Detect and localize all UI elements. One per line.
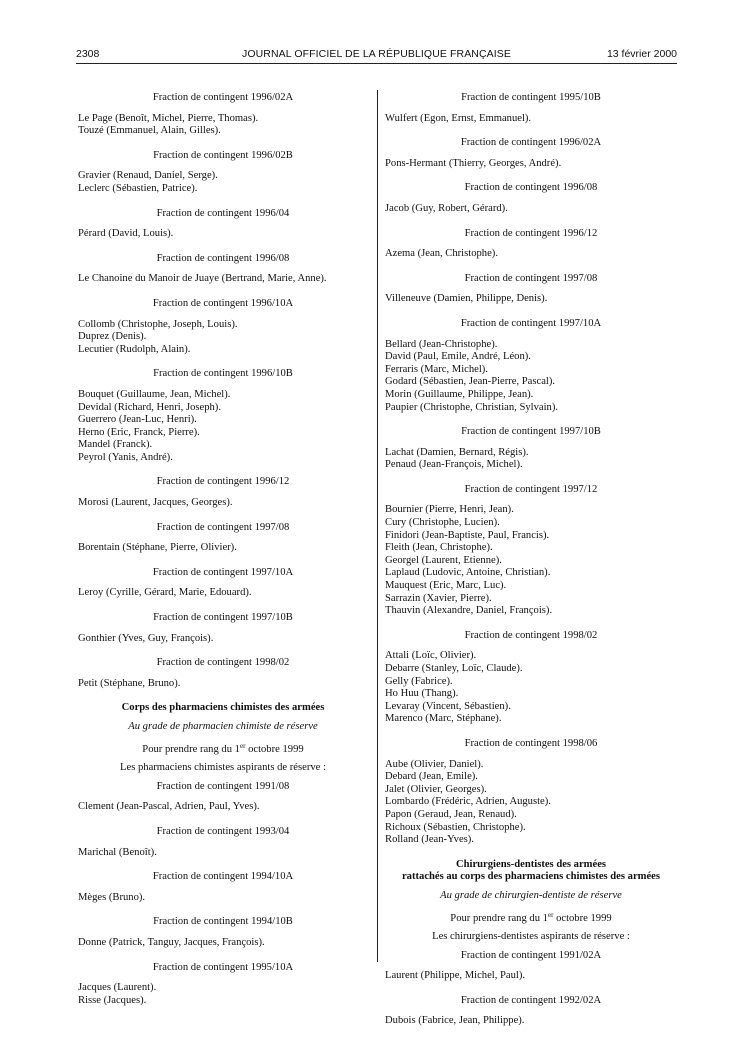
contingent-block [78,567,368,612]
block-spacer [78,1007,368,1019]
name-list [78,892,368,905]
contingent-block [385,92,677,137]
contingent-block [385,484,677,630]
name-list [385,203,677,216]
name-list [385,113,677,126]
person-name: Ferraris (Marc, Michel). [385,363,488,375]
contingent-block [78,298,368,368]
block-spacer [385,261,677,273]
person-name: Cury (Christophe, Lucien). [385,517,500,529]
block-spacer [385,472,677,484]
page-header [76,48,677,64]
person-name: Villeneuve (Damien, Philippe, Denis). [385,293,548,305]
person-name: Bellard (Jean-Christophe). [385,338,498,350]
contingent-block [78,253,368,298]
person-name: Lachat (Damien, Bernard, Régis). [385,446,529,458]
person-name: Rolland (Jean-Yves). [385,834,474,846]
person-name: Jacques (Laurent). [78,982,157,994]
name-list [385,504,677,617]
contingent-heading: Fraction de contingent 1992/02A [460,994,602,1006]
contingent-block [385,137,677,182]
person-name: Pérard (David, Louis). [78,228,174,240]
block-spacer [78,510,368,522]
person-name: Donne (Patrick, Tanguy, Jacques, François). [78,936,265,948]
contingent-block [78,208,368,253]
name-list [78,389,368,465]
block-spacer [78,859,368,871]
left-column [78,92,368,1019]
person-name: Mauquest (Eric, Marc, Luc). [385,580,507,592]
journal-title: JOURNAL OFFICIEL DE LA RÉPUBLIQUE FRANÇAISE [242,48,511,60]
contingent-heading: Fraction de contingent 1995/10B [461,92,601,103]
person-name: Georgel (Laurent, Etienne). [385,554,502,566]
section-title: Corps des pharmaciens chimistes des armées [121,702,325,714]
block-spacer [78,690,368,702]
contingent-heading: Fraction de contingent 1996/02B [153,149,293,161]
person-name: Papon (Geraud, Jean, Renaud). [385,808,517,820]
block-spacer [78,356,368,368]
contingent-block [78,657,368,702]
name-list [385,759,677,847]
person-name: Lecutier (Rudolph, Alain). [78,343,191,355]
column-divider [377,90,378,962]
person-name: Leroy (Cyrille, Gérard, Marie, Edouard). [78,587,252,599]
name-list [385,1015,677,1028]
contingent-heading: Fraction de contingent 1996/12 [464,227,598,239]
person-name: David (Paul, Emile, André, Léon). [385,351,531,363]
block-spacer [385,216,677,228]
section-grade: Au grade de pharmacien chimiste de réserve [128,721,318,732]
rang-superscript: er [239,741,246,750]
contingent-heading: Fraction de contingent 1998/02 [464,629,598,641]
block-spacer [78,196,368,208]
contingent-heading: Fraction de contingent 1997/08 [464,272,598,284]
person-name: Jalet (Olivier, Georges). [385,783,487,795]
contingent-heading: Fraction de contingent 1991/08 [156,780,290,792]
person-name: Godard (Sébastien, Jean-Pierre, Pascal). [385,376,556,388]
person-name: Guerrero (Jean-Luc, Henri). [78,414,197,426]
page-number: 2308 [76,48,100,60]
contingent-heading: Fraction de contingent 1994/10A [152,871,294,883]
name-list [78,587,368,600]
person-name: Lombardo (Frédéric, Adrien, Auguste). [385,796,551,808]
block-spacer [385,125,677,137]
contingent-block [78,150,368,208]
block-spacer [385,306,677,318]
section-dentistes [385,859,677,944]
issue-date: 13 février 2000 [606,48,677,60]
person-name: Borentain (Stéphane, Pierre, Olivier). [78,542,237,554]
name-list [78,542,368,555]
contingent-block [385,273,677,318]
name-list [78,113,368,138]
contingent-heading: Fraction de contingent 1993/04 [156,825,290,837]
person-name: Peyrol (Yanis, André). [78,451,173,463]
person-name: Fleith (Jean, Christophe). [385,542,493,554]
rang-superscript: er [547,910,554,919]
block-spacer [78,814,368,826]
contingent-heading: Fraction de contingent 1996/08 [156,252,290,264]
contingent-block [78,92,368,150]
person-name: Devidal (Richard, Henri, Joseph). [78,401,221,413]
contingent-heading: Fraction de contingent 1996/10B [153,368,293,380]
contingent-block [78,368,368,476]
rang-prefix: Pour prendre rang du 1 [450,912,548,924]
contingent-block [78,916,368,961]
person-name: Gelly (Fabrice). [385,675,453,687]
person-name: Paupier (Christophe, Christian, Sylvain). [385,401,559,413]
contingent-block [385,182,677,227]
contingent-block [78,962,368,1020]
contingent-heading: Fraction de contingent 1998/06 [464,737,598,749]
person-name: Debarre (Stanley, Loïc, Claude). [385,663,523,674]
name-list [385,158,677,171]
block-spacer [385,414,677,426]
contingent-block [78,781,368,826]
left-contingent-list [78,92,368,702]
contingent-heading: Fraction de contingent 1995/10A [152,961,294,973]
name-list [78,847,368,860]
block-spacer [385,618,677,630]
contingent-heading: Fraction de contingent 1996/02A [152,92,294,103]
contingent-heading: Fraction de contingent 1997/10B [461,426,601,438]
block-spacer [78,138,368,150]
contingent-heading: Fraction de contingent 1997/10A [460,317,602,329]
contingent-heading: Fraction de contingent 1997/10B [153,612,293,624]
section-rang [78,740,368,757]
person-name: Morin (Guillaume, Philippe, Jean). [385,388,534,400]
person-name: Bournier (Pierre, Henri, Jean). [385,504,514,516]
person-name: Gravier (Renaud, Daniel, Serge). [78,170,218,182]
contingent-heading: Fraction de contingent 1996/10A [152,297,294,309]
block-spacer [78,645,368,657]
block-spacer [78,950,368,962]
section-aspirants: Les pharmaciens chimistes aspirants de réserve : [120,762,326,774]
person-name: Thauvin (Alexandre, Daniel, François). [385,605,553,617]
contingent-block [78,612,368,657]
person-name: Levaray (Vincent, Sébastien). [385,700,511,712]
person-name: Bouquet (Guillaume, Jean, Michel). [78,388,231,400]
section-aspirants: Les chirurgiens-dentistes aspirants de réserve : [432,931,630,943]
name-list [78,801,368,814]
contingent-heading: Fraction de contingent 1996/02A [460,137,602,149]
contingent-block [78,871,368,916]
block-spacer [78,904,368,916]
name-list [385,447,677,472]
contingent-heading: Fraction de contingent 1997/08 [156,521,290,533]
name-list [385,339,677,415]
name-list [78,633,368,646]
person-name: Jacob (Guy, Robert, Gérard). [385,202,508,214]
person-name: Mandel (Franck). [78,439,153,451]
person-name: Laurent (Philippe, Michel, Paul). [385,970,526,982]
contingent-heading: Fraction de contingent 1997/12 [464,483,598,495]
contingent-heading: Fraction de contingent 1996/12 [156,476,290,488]
person-name: Azema (Jean, Christophe). [385,248,498,260]
person-name: Clement (Jean-Pascal, Adrien, Paul, Yves). [78,801,260,813]
person-name: Mèges (Bruno). [78,891,146,903]
name-list [78,678,368,691]
name-list [385,248,677,261]
block-spacer [78,241,368,253]
person-name: Laplaud (Ludovic, Antoine, Christian). [385,567,551,579]
person-name: Herno (Eric, Franck, Pierre). [78,426,200,438]
contingent-block [78,476,368,521]
contingent-block [385,630,677,738]
header-rule [76,63,677,64]
person-name: Gonthier (Yves, Guy, François). [78,632,214,644]
block-spacer [385,983,677,995]
contingent-block [78,826,368,871]
left-contingent-list-2 [78,781,368,1020]
person-name: Attali (Loïc, Olivier). [385,650,477,662]
block-spacer [78,600,368,612]
name-list [385,970,677,983]
rang-suffix: octobre 1999 [553,912,612,924]
person-name: Wulfert (Egon, Ernst, Emmanuel). [385,112,532,124]
person-name: Morosi (Laurent, Jacques, Georges). [78,497,233,509]
contingent-block [385,318,677,426]
person-name: Petit (Stéphane, Bruno). [78,677,181,689]
contingent-block [78,522,368,567]
contingent-heading: Fraction de contingent 1996/04 [156,207,290,219]
block-spacer [385,847,677,859]
contingent-block [385,950,677,995]
contingent-block [385,995,677,1040]
name-list [78,228,368,241]
person-name: Debard (Jean, Emile). [385,771,478,783]
person-name: Collomb (Christophe, Joseph, Louis). [78,318,238,330]
person-name: Ho Huu (Thang). [385,688,459,700]
rang-suffix: octobre 1999 [245,743,304,755]
name-list [385,293,677,306]
person-name: Marenco (Marc, Stéphane). [385,713,502,725]
contingent-block [385,228,677,273]
name-list [78,170,368,195]
contingent-heading: Fraction de contingent 1997/10A [152,566,294,578]
name-list [78,497,368,510]
contingent-heading: Fraction de contingent 1996/08 [464,182,598,194]
person-name: Leclerc (Sébastien, Patrice). [78,182,198,194]
right-contingent-list [385,92,677,859]
name-list [78,937,368,950]
block-spacer [385,1028,677,1040]
name-list [385,650,677,726]
block-spacer [385,726,677,738]
person-name: Le Chanoine du Manoir de Juaye (Bertrand, Marie, Anne). [78,273,327,285]
person-name: Duprez (Denis). [78,331,147,343]
person-name: Pons-Hermant (Thierry, Georges, André). [385,157,562,169]
block-spacer [78,286,368,298]
contingent-block [385,738,677,859]
section-title: Chirurgiens-dentistes des armées [455,858,607,870]
person-name: Finidori (Jean-Baptiste, Paul, Francis). [385,529,550,541]
block-spacer [78,555,368,567]
name-list [78,982,368,1007]
person-name: Penaud (Jean-François, Michel). [385,459,523,471]
section-rang [385,909,677,926]
person-name: Marichal (Benoît). [78,846,157,858]
name-list [78,273,368,286]
section-subtitle: rattachés au corps des pharmaciens chimistes des armées [401,871,661,883]
person-name: Touzé (Emmanuel, Alain, Gilles). [78,125,221,137]
contingent-heading: Fraction de contingent 1991/02A [460,949,602,961]
person-name: Sarrazin (Xavier, Pierre). [385,592,492,604]
right-contingent-list-2 [385,950,677,1040]
person-name: Dubois (Fabrice, Jean, Philippe). [385,1015,525,1027]
section-pharmaciens [78,702,368,774]
contingent-block [385,426,677,484]
block-spacer [78,464,368,476]
person-name: Richoux (Sébastien, Christophe). [385,821,526,833]
contingent-heading: Fraction de contingent 1994/10B [153,916,293,928]
name-list [78,319,368,357]
person-name: Risse (Jacques). [78,994,147,1006]
contingent-heading: Fraction de contingent 1998/02 [156,657,290,669]
person-name: Aube (Olivier, Daniel). [385,758,484,770]
section-grade: Au grade de chirurgien-dentiste de réserve [440,889,622,901]
right-column [385,92,677,1040]
rang-prefix: Pour prendre rang du 1 [142,743,240,755]
block-spacer [385,170,677,182]
person-name: Le Page (Benoît, Michel, Pierre, Thomas). [78,112,259,124]
